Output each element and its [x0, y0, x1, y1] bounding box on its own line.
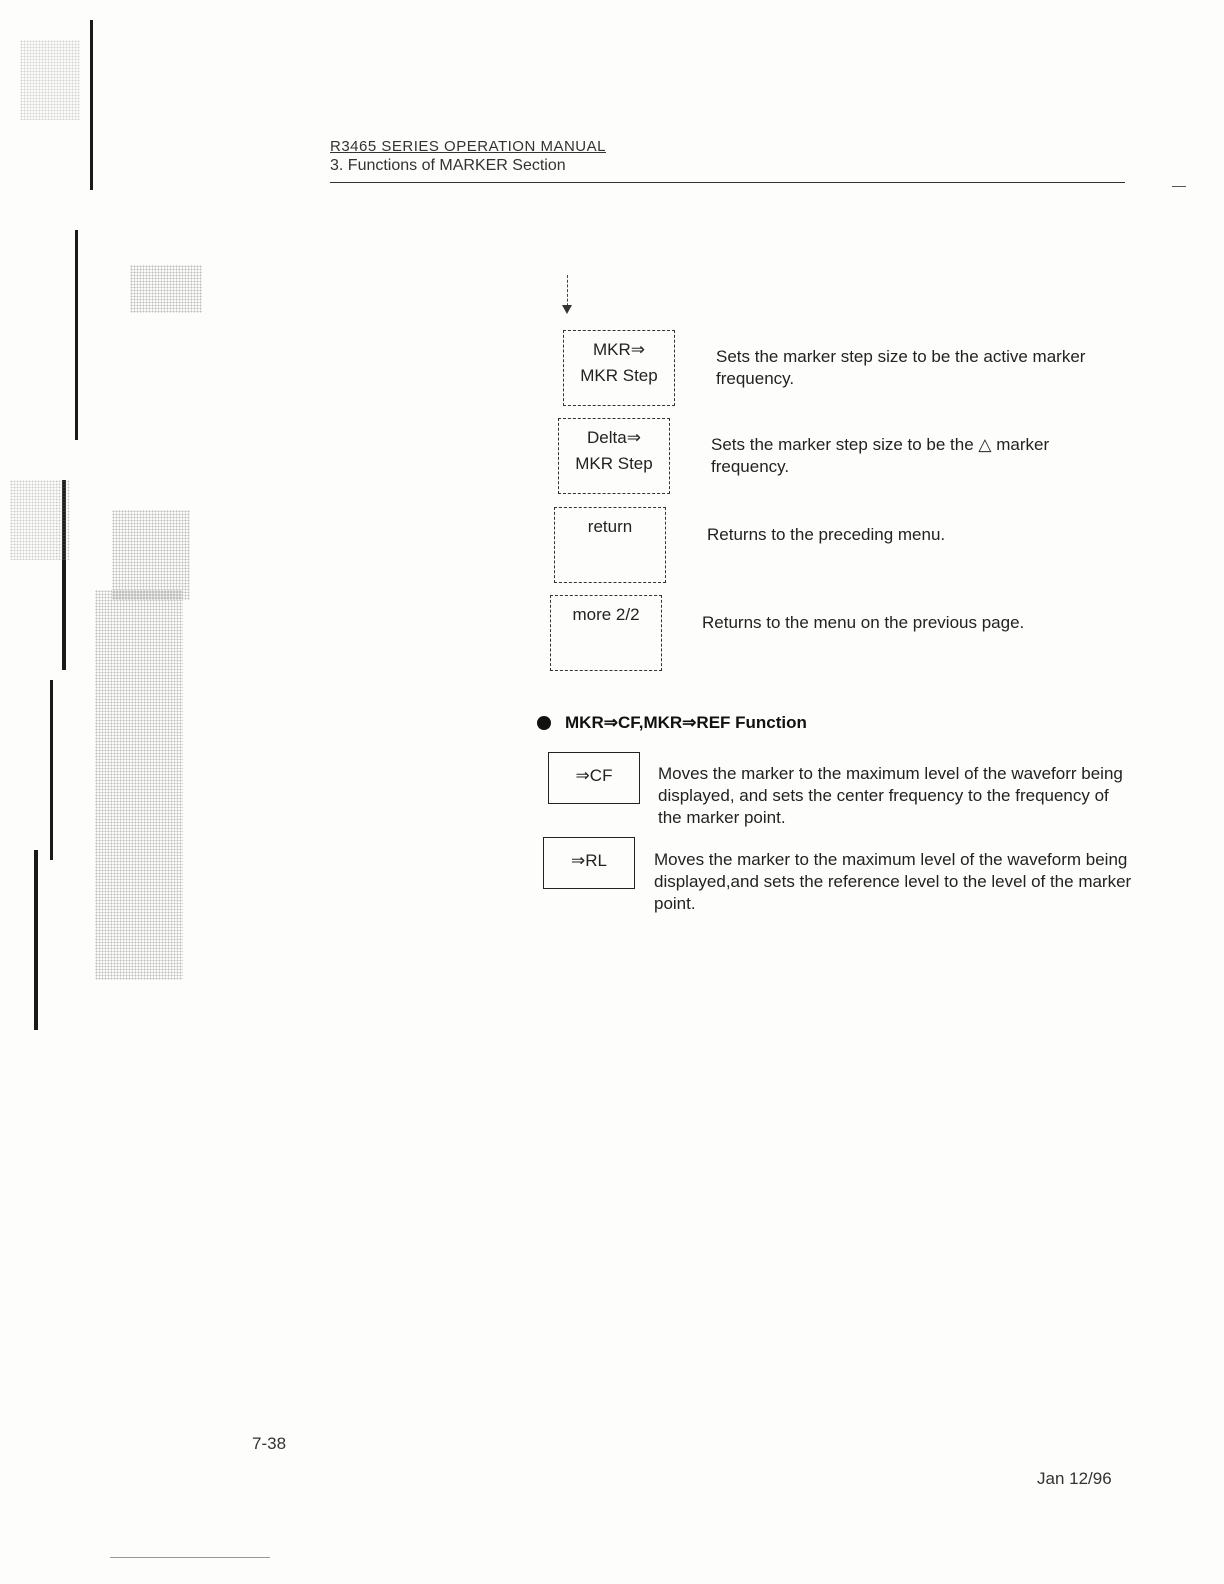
softkey-label-line2: MKR Step — [580, 366, 658, 385]
softkey-mkr-step — [563, 330, 675, 406]
key-description: Moves the marker to the maximum level of the waveform being displayed,and sets the reference level to the level of the marker point. — [654, 850, 1132, 913]
softkey-description: Returns to the preceding menu. — [707, 525, 946, 544]
function-heading-text: MKR⇒CF,MKR⇒REF Function — [565, 713, 807, 732]
page-header — [330, 138, 1125, 175]
header-rule — [330, 182, 1125, 183]
softkey-label-line1: return — [587, 517, 633, 536]
manual-title: R3465 SERIES OPERATION MANUAL — [330, 138, 606, 155]
softkey-description: Sets the marker step size to be the △ marker frequency. — [711, 435, 1050, 476]
scan-edge-artifacts — [0, 0, 200, 1584]
key-description: Moves the marker to the maximum level of the waveforr being displayed, and sets the center frequency to the frequency of the marker point. — [658, 764, 1123, 827]
flow-arrow-head-icon — [562, 305, 572, 314]
revision-date: Jan 12/96 — [1037, 1469, 1112, 1488]
softkey-more — [550, 595, 662, 671]
bottom-scan-line — [110, 1557, 270, 1558]
softkey-label-line1: more 2/2 — [572, 605, 640, 624]
softkey-return — [554, 507, 666, 583]
function-heading — [537, 713, 807, 733]
softkey-label-line1: MKR⇒ — [592, 340, 646, 359]
softkey-label-line1: Delta⇒ — [587, 428, 641, 447]
softkey-description: Returns to the menu on the previous page. — [702, 613, 1025, 632]
section-title: 3. Functions of MARKER Section — [330, 157, 566, 174]
key-to-rl: ⇒RL — [543, 837, 635, 889]
softkey-delta-mkr-step — [558, 418, 670, 494]
page-number: 7-38 — [252, 1434, 287, 1453]
corner-mark — [1172, 186, 1186, 187]
softkey-description: Sets the marker step size to be the active marker frequency. — [716, 347, 1086, 388]
softkey-label-line2: MKR Step — [575, 454, 653, 473]
bullet-icon — [537, 716, 551, 730]
key-to-cf: ⇒CF — [548, 752, 640, 804]
